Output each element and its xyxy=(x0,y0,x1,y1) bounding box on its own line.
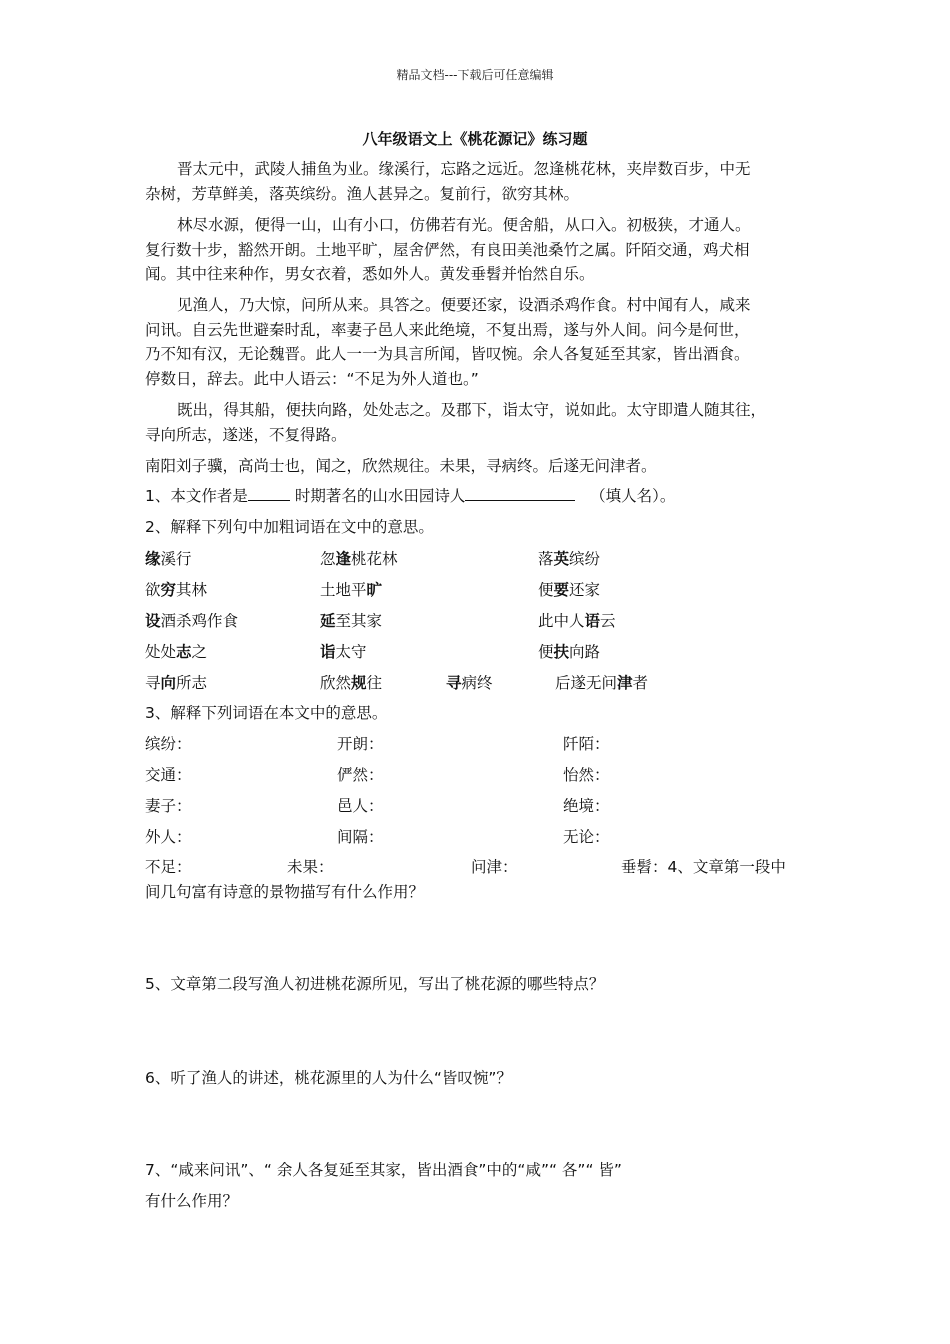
q2-text: 落 xyxy=(538,550,554,568)
q2-text: 桃花林 xyxy=(351,550,398,568)
q2-text: 欲 xyxy=(145,581,161,599)
q2-bold-word: 规 xyxy=(351,674,367,692)
q2-bold-word: 诣 xyxy=(320,643,336,661)
q2-text: 云 xyxy=(600,612,616,630)
q3-item-buzu: 不足： xyxy=(145,858,192,876)
q2-item xyxy=(145,579,207,601)
q3-item: 间隔： xyxy=(337,828,384,846)
q2-item xyxy=(145,610,238,632)
question-6: 6、听了渔人的讲述，桃花源里的人为什么“皆叹惋”？ xyxy=(145,1069,512,1087)
q2-bold-word: 旷 xyxy=(366,581,383,599)
q2-text: 缤纷 xyxy=(569,550,601,568)
q2-text: 此中人 xyxy=(538,612,585,630)
question-2-title: 2、解释下列句中加粗词语在文中的意思。 xyxy=(145,518,434,536)
q2-item xyxy=(320,610,382,632)
q2-item xyxy=(538,610,616,632)
q3-item: 俨然： xyxy=(337,766,384,784)
q2-text: 之 xyxy=(191,643,208,661)
q3-item: 外人： xyxy=(145,828,192,846)
q2-item xyxy=(145,548,192,570)
q2-text: 处处 xyxy=(145,643,177,661)
q2-text: 向路 xyxy=(569,643,601,661)
q3-item: 妻子： xyxy=(145,797,192,815)
q2-bold-word: 英 xyxy=(553,550,570,568)
blank-poet[interactable] xyxy=(465,485,575,501)
q2-text: 太守 xyxy=(335,643,367,661)
page-title: 八年级语文上《桃花源记》练习题 xyxy=(362,130,588,148)
q2-bold-word: 设 xyxy=(145,612,161,630)
q2-bold-word: 扶 xyxy=(553,643,570,661)
q2-text: 便 xyxy=(538,581,554,599)
q2-bold-word: 缘 xyxy=(145,550,161,568)
question-7-cont: 有什么作用？ xyxy=(145,1192,239,1210)
q2-text: 所志 xyxy=(176,674,208,692)
q3-item: 邑人： xyxy=(337,797,384,815)
passage-paragraph-4: 既出，得其船，便扶向路，处处志之。及郡下，诣太守，说如此。太守即遣人随其往， 寻向所志，遂迷，不复得路。 xyxy=(145,401,767,444)
q2-bold-word: 逢 xyxy=(335,550,352,568)
q2-bold-word: 延 xyxy=(320,612,336,630)
q3-item: 阡陌： xyxy=(563,735,610,753)
q2-bold-word: 津 xyxy=(617,674,633,692)
q3-item-wenjin: 问津： xyxy=(471,858,518,876)
question-1: 1、本文作者是 时期著名的山水田园诗人 （填人名）。 xyxy=(145,487,676,505)
q2-text: 其林 xyxy=(176,581,208,599)
q2-text: 忽 xyxy=(320,550,336,568)
q2-text: 土地平 xyxy=(320,581,367,599)
q2-bold-word: 寻 xyxy=(446,674,462,692)
q2-item xyxy=(538,548,600,570)
q2-text: 病终 xyxy=(461,674,493,692)
q2-bold-word: 穷 xyxy=(160,581,177,599)
q3-item: 怡然： xyxy=(563,766,610,784)
question-7: 7、“咸来问讯”、“ 余人各复延至其家，皆出酒食”中的“咸”“ 各”“ 皆” xyxy=(145,1161,622,1179)
q2-bold-word: 志 xyxy=(176,643,192,661)
q3-item: 开朗： xyxy=(337,735,384,753)
q3-item-weiguo: 未果： xyxy=(287,858,334,876)
question-4: 间几句富有诗意的景物描写有什么作用？ xyxy=(145,883,425,901)
page-header: 精品文档---下载后可任意编辑 xyxy=(396,68,554,82)
q2-text: 后遂无问 xyxy=(555,674,618,692)
q2-item xyxy=(555,672,648,694)
question-5: 5、文章第二段写渔人初进桃花源所见，写出了桃花源的哪些特点？ xyxy=(145,975,605,993)
question-3-title: 3、解释下列词语在本文中的意思。 xyxy=(145,704,388,722)
q2-item xyxy=(538,641,600,663)
passage-paragraph-2: 林尽水源，便得一山，山有小口，仿佛若有光。便舍船，从口入。初极狭，才通人。 复行数十步，豁然开朗。土地平旷，屋舍俨然，有良田美池桑竹之属。阡陌交通，鸡犬相 闻。其中往来种作，男女衣着，悉如外人。黄发垂髫并怡然自乐。 xyxy=(145,216,751,283)
q2-item xyxy=(145,641,207,663)
q2-text: 者 xyxy=(632,674,649,692)
q2-item xyxy=(320,641,367,663)
q3-item: 缤纷： xyxy=(145,735,192,753)
passage-paragraph-1: 晋太元中，武陵人捕鱼为业。缘溪行，忘路之远近。忽逢桃花林，夹岸数百步，中无 杂树，芳草鲜美，落英缤纷。渔人甚异之。复前行，欲穷其林。 xyxy=(145,160,751,203)
q2-text: 欣然 xyxy=(320,674,352,692)
q2-item xyxy=(446,672,493,694)
q3-item-chuitiao: 垂髫：4、文章第一段中 xyxy=(621,858,786,876)
q2-text: 便 xyxy=(538,643,554,661)
q2-text: 酒杀鸡作食 xyxy=(160,612,239,630)
q2-item xyxy=(145,672,207,694)
q3-item: 无论： xyxy=(563,828,610,846)
q2-bold-word: 语 xyxy=(584,612,601,630)
q2-text: 溪行 xyxy=(160,550,192,568)
q3-item: 交通： xyxy=(145,766,192,784)
q2-text: 至其家 xyxy=(335,612,383,630)
q2-text: 寻 xyxy=(145,674,161,692)
q3-item: 绝境： xyxy=(563,797,610,815)
q2-text: 还家 xyxy=(569,581,601,599)
q2-item xyxy=(538,579,600,601)
q2-bold-word: 向 xyxy=(160,674,177,692)
blank-era[interactable] xyxy=(248,485,290,501)
q2-bold-word: 要 xyxy=(553,581,570,599)
passage-paragraph-5: 南阳刘子骥，高尚士也，闻之，欣然规往。未果，寻病终。后遂无问津者。 xyxy=(145,457,657,475)
q2-text: 往 xyxy=(366,674,383,692)
q2-item xyxy=(320,579,382,601)
passage-paragraph-3: 见渔人，乃大惊，问所从来。具答之。便要还家，设酒杀鸡作食。村中闻有人，咸来 问讯。自云先世避秦时乱，率妻子邑人来此绝境，不复出焉，遂与外人间。问今是何世， 乃不知有汉，无论魏晋。此人一一为具言所闻，皆叹惋。余人各复延至其家，皆出酒食。 停数日，辞去。此中人语云：“不足为外人道也。” xyxy=(145,296,751,388)
q2-item xyxy=(320,548,398,570)
q2-item xyxy=(320,672,382,694)
